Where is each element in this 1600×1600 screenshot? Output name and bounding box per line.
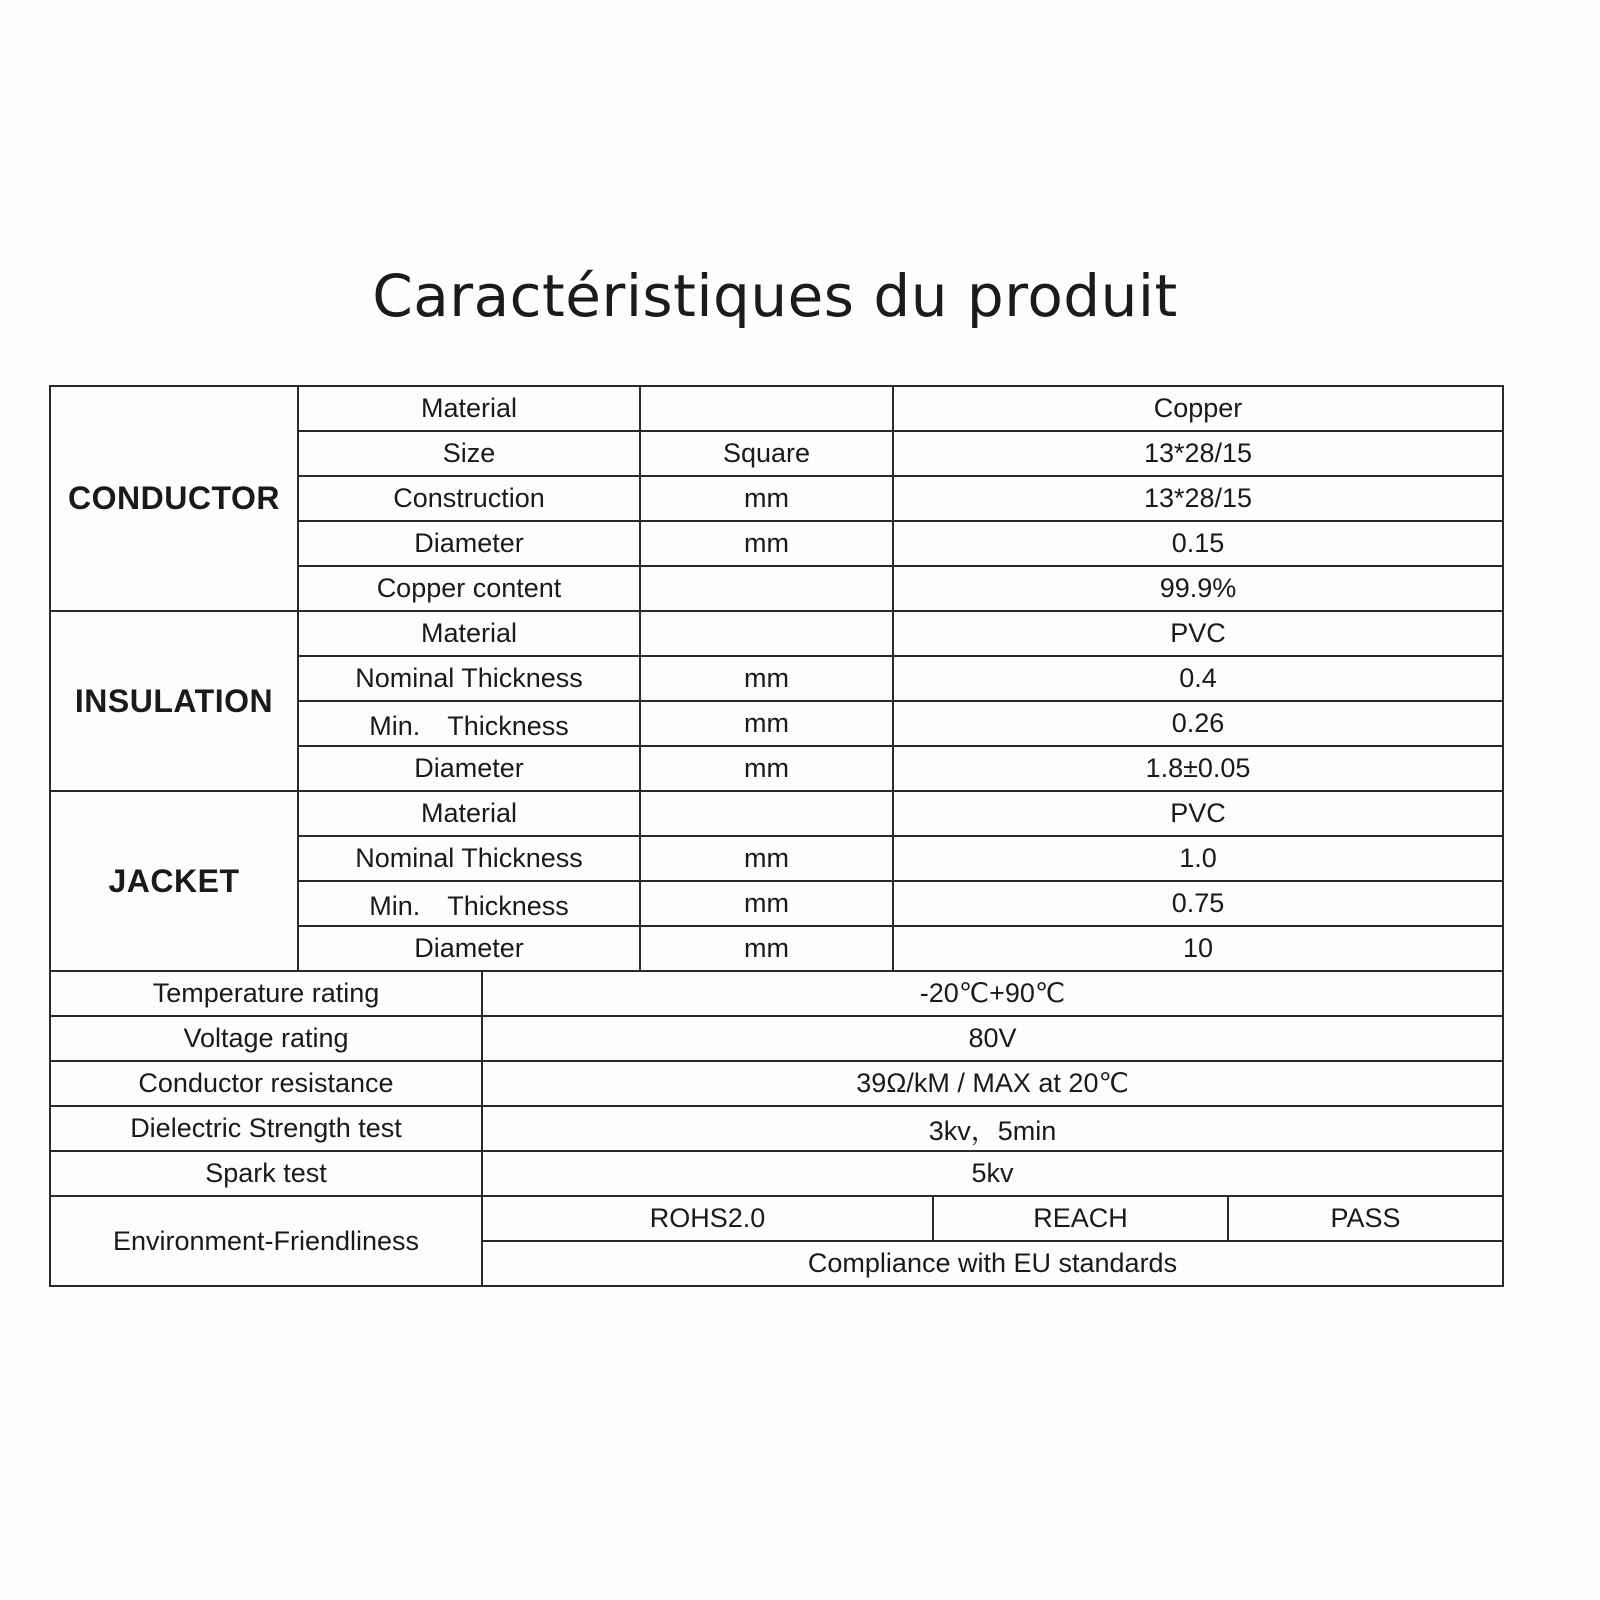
param-cell: Material [298,611,640,656]
rating-row [50,1016,1503,1061]
rating-value: 5kv [482,1151,1503,1196]
value-cell: 13*28/15 [893,431,1503,476]
unit-cell: mm [640,521,893,566]
unit-cell: mm [640,926,893,971]
unit-cell: mm [640,476,893,521]
rating-label: Spark test [50,1151,482,1196]
unit-cell [640,791,893,836]
value-cell: 1.0 [893,836,1503,881]
value-cell: 1.8±0.05 [893,746,1503,791]
value-cell: 99.9% [893,566,1503,611]
group-label-insulation: INSULATION [50,611,298,791]
value-cell: 0.4 [893,656,1503,701]
rating-label: Temperature rating [50,971,482,1016]
param-cell: Min. Thickness [298,701,640,746]
environment-item-pass: PASS [1228,1196,1503,1241]
rating-value: 39Ω/kM / MAX at 20℃ [482,1061,1503,1106]
unit-cell [640,386,893,431]
param-cell: Material [298,791,640,836]
value-cell: Copper [893,386,1503,431]
param-cell: Min. Thickness [298,881,640,926]
unit-cell: mm [640,746,893,791]
group-label-conductor: CONDUCTOR [50,386,298,611]
rating-row [50,1151,1503,1196]
param-cell: Nominal Thickness [298,836,640,881]
param-cell: Copper content [298,566,640,611]
environment-item-reach: REACH [933,1196,1228,1241]
rating-value: 80V [482,1016,1503,1061]
unit-cell [640,566,893,611]
value-cell: 10 [893,926,1503,971]
param-cell: Material [298,386,640,431]
table-row [50,386,1503,431]
value-cell: 0.26 [893,701,1503,746]
param-cell: Size [298,431,640,476]
environment-label: Environment-Friendliness [50,1196,482,1286]
param-cell: Diameter [298,521,640,566]
unit-cell: mm [640,836,893,881]
environment-row [50,1196,1503,1241]
rating-label: Conductor resistance [50,1061,482,1106]
group-label-jacket: JACKET [50,791,298,971]
param-cell: Nominal Thickness [298,656,640,701]
spec-table [49,385,1504,1287]
unit-cell: mm [640,656,893,701]
rating-value: 3kv，5min [482,1106,1503,1151]
value-cell: PVC [893,791,1503,836]
table-row [50,791,1503,836]
unit-cell: Square [640,431,893,476]
rating-label: Voltage rating [50,1016,482,1061]
value-cell: 13*28/15 [893,476,1503,521]
rating-row [50,1106,1503,1151]
table-row [50,611,1503,656]
param-cell: Diameter [298,926,640,971]
rating-row [50,1061,1503,1106]
param-cell: Construction [298,476,640,521]
unit-cell: mm [640,881,893,926]
value-cell: 0.15 [893,521,1503,566]
param-cell: Diameter [298,746,640,791]
value-cell: 0.75 [893,881,1503,926]
rating-value: -20℃+90℃ [482,971,1503,1016]
environment-note: Compliance with EU standards [482,1241,1503,1286]
unit-cell [640,611,893,656]
page-title: Caractéristiques du produit [372,262,1178,330]
environment-item-rohs: ROHS2.0 [482,1196,933,1241]
spec-table-body [50,386,1503,1286]
value-cell: PVC [893,611,1503,656]
rating-row [50,971,1503,1016]
rating-label: Dielectric Strength test [50,1106,482,1151]
unit-cell: mm [640,701,893,746]
